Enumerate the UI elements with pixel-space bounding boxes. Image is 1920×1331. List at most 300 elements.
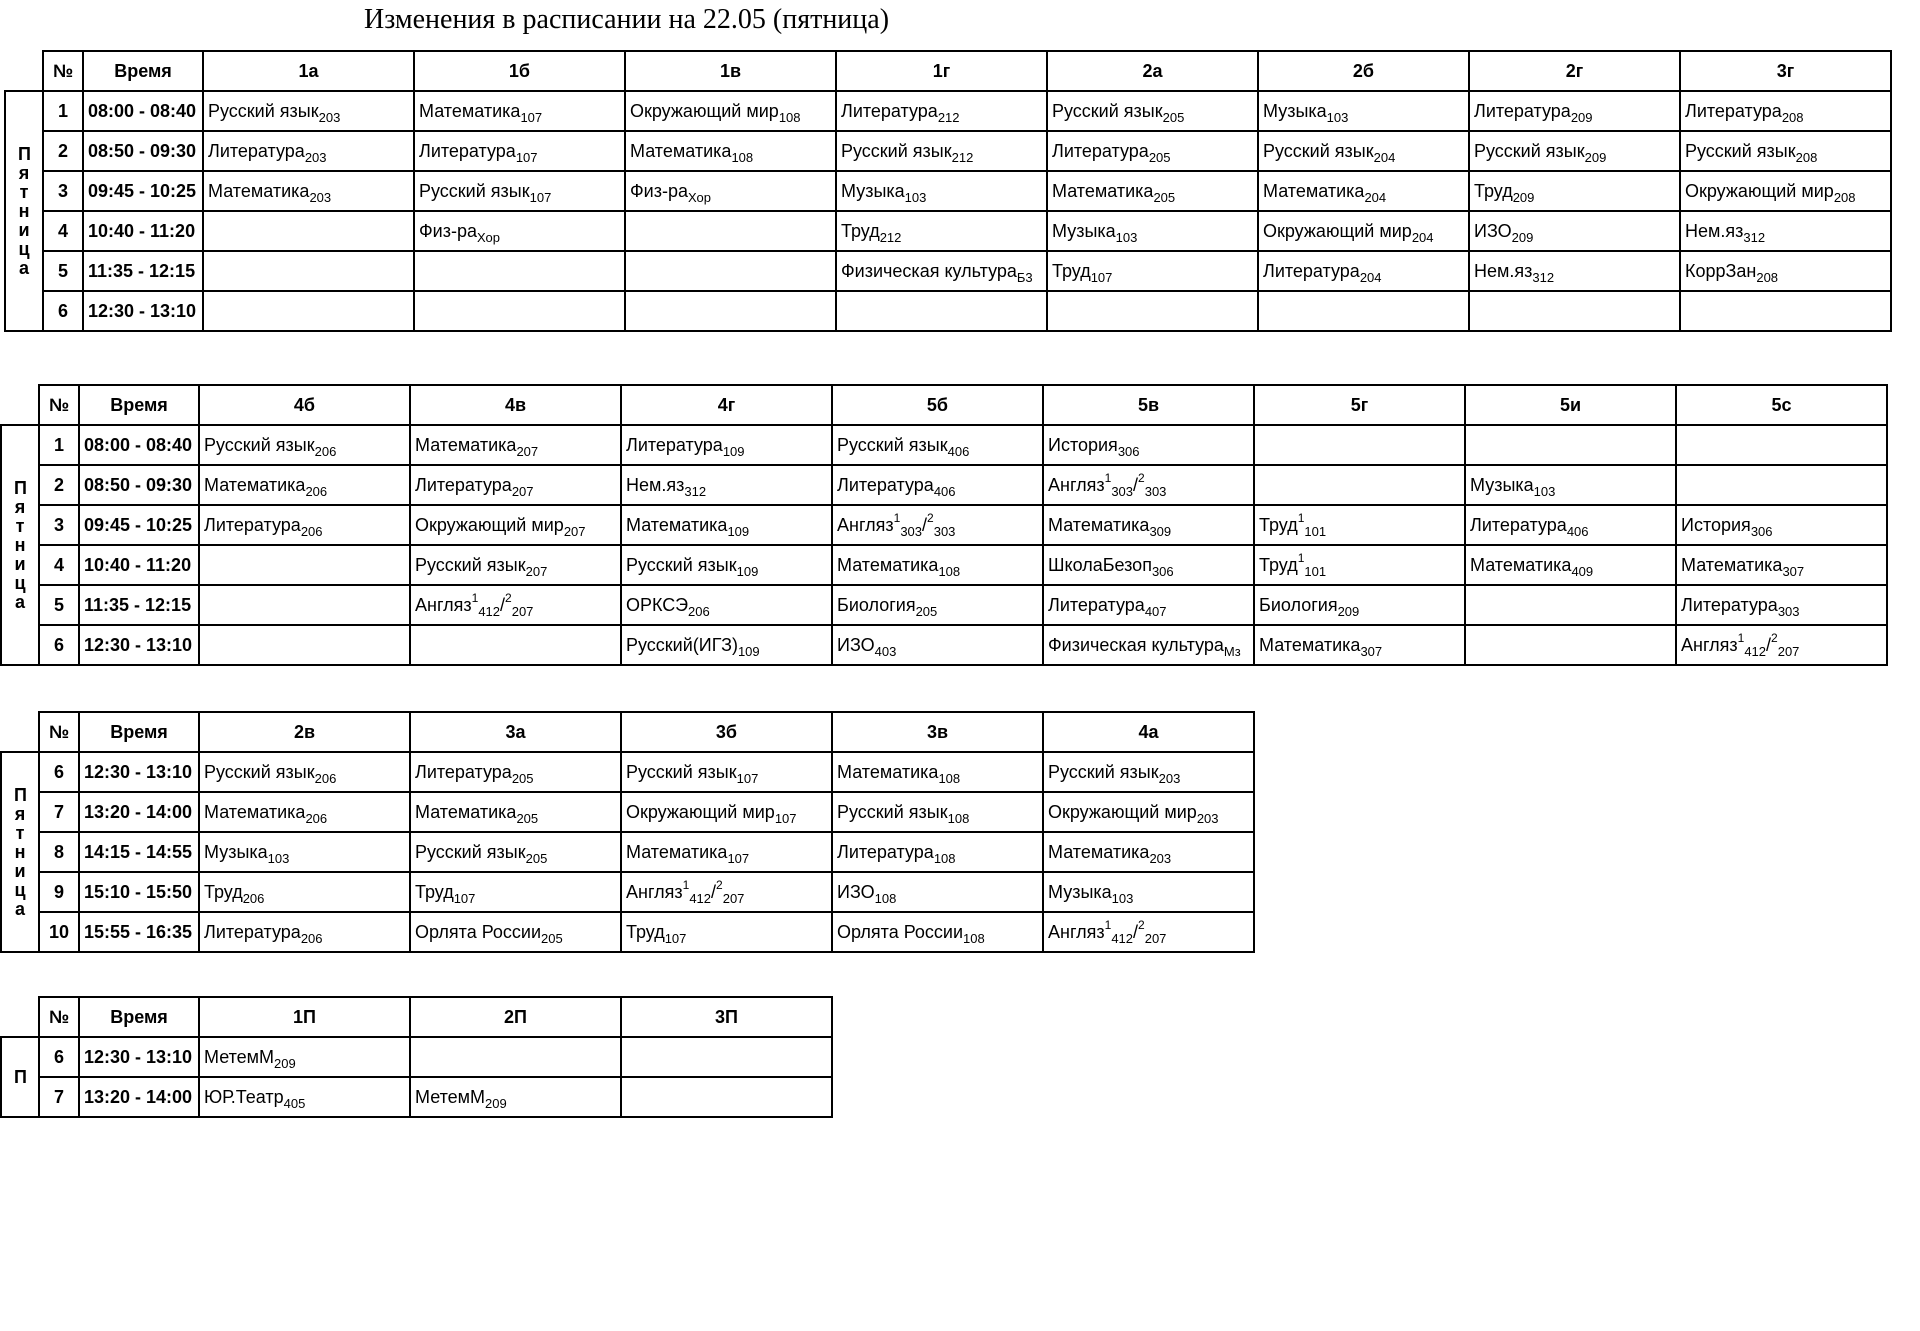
room-number: 103 bbox=[904, 189, 927, 205]
lesson-cell bbox=[203, 251, 414, 291]
lesson-cell bbox=[1680, 291, 1891, 331]
subject-name: Математика bbox=[837, 554, 939, 575]
room-number: 209 bbox=[1570, 109, 1593, 125]
lesson-row bbox=[5, 251, 1891, 291]
subject-name: Литература bbox=[1470, 514, 1567, 535]
room-number: 203 bbox=[309, 189, 332, 205]
lesson-cell bbox=[1258, 91, 1469, 131]
room-number: 406 bbox=[947, 443, 970, 459]
lesson-time: 10:40 - 11:20 bbox=[79, 545, 199, 585]
group-2-marker: 2 bbox=[716, 877, 723, 892]
subject-name: История bbox=[1681, 514, 1751, 535]
room-number-2: 303 bbox=[933, 523, 956, 539]
lesson-cell bbox=[621, 1037, 832, 1077]
subject-name: Труд bbox=[1474, 180, 1513, 201]
subject-name: Русский язык bbox=[626, 761, 737, 782]
subject-name: Окружающий мир bbox=[1263, 220, 1412, 241]
room-number: 204 bbox=[1373, 149, 1396, 165]
lesson-cell bbox=[621, 872, 832, 912]
lesson-cell bbox=[410, 545, 621, 585]
subject-name: Литература bbox=[1052, 140, 1149, 161]
lesson-cell bbox=[1680, 131, 1891, 171]
subject-name: Литература bbox=[415, 761, 512, 782]
class-header: 3б bbox=[621, 712, 832, 752]
lesson-time: 11:35 - 12:15 bbox=[79, 585, 199, 625]
lesson-cell bbox=[625, 291, 836, 331]
lesson-cell bbox=[832, 912, 1043, 952]
lesson-cell bbox=[410, 1037, 621, 1077]
lesson-cell bbox=[1254, 545, 1465, 585]
class-header: 1б bbox=[414, 51, 625, 91]
lesson-cell bbox=[832, 505, 1043, 545]
subject-name: Русский язык bbox=[204, 761, 315, 782]
subject-name: Русский язык bbox=[626, 554, 737, 575]
lesson-time: 08:50 - 09:30 bbox=[83, 131, 203, 171]
lesson-cell bbox=[1254, 425, 1465, 465]
subject-name: Математика bbox=[204, 801, 306, 822]
lesson-time: 13:20 - 14:00 bbox=[79, 1077, 199, 1117]
lesson-number: 6 bbox=[39, 1037, 79, 1077]
lesson-cell bbox=[1676, 625, 1887, 665]
corner-cell bbox=[5, 51, 43, 91]
subject-name: Литература bbox=[1263, 260, 1360, 281]
room-number-2: 207 bbox=[1144, 930, 1167, 946]
room-number: 107 bbox=[727, 850, 750, 866]
room-number: 109 bbox=[736, 563, 759, 579]
lesson-number: 7 bbox=[39, 1077, 79, 1117]
group-separator: / bbox=[500, 594, 506, 615]
group-separator: / bbox=[1133, 921, 1139, 942]
lesson-time: 08:50 - 09:30 bbox=[79, 465, 199, 505]
room-number: 107 bbox=[453, 890, 476, 906]
room-number: 103 bbox=[1115, 229, 1138, 245]
subject-name: Нем.яз bbox=[626, 474, 685, 495]
room-number: 109 bbox=[727, 523, 750, 539]
room-number: 209 bbox=[1337, 603, 1360, 619]
room-number: 204 bbox=[1364, 189, 1387, 205]
lesson-cell bbox=[1043, 545, 1254, 585]
lesson-row bbox=[1, 625, 1887, 665]
lesson-time: 12:30 - 13:10 bbox=[83, 291, 203, 331]
lesson-row bbox=[1, 425, 1887, 465]
header-time: Время bbox=[79, 712, 199, 752]
subject-name: Музыка bbox=[1048, 881, 1112, 902]
room-number: 203 bbox=[304, 149, 327, 165]
subject-name: ИЗО bbox=[1474, 220, 1512, 241]
lesson-number: 9 bbox=[39, 872, 79, 912]
lesson-cell bbox=[1465, 585, 1676, 625]
room-number: 103 bbox=[1111, 890, 1134, 906]
room-number: 206 bbox=[314, 443, 337, 459]
room-number: 209 bbox=[1584, 149, 1607, 165]
lesson-row bbox=[5, 91, 1891, 131]
class-header: 2П bbox=[410, 997, 621, 1037]
subject-name: Орлята России bbox=[415, 921, 542, 942]
lesson-cell bbox=[414, 291, 625, 331]
room-number: 209 bbox=[274, 1055, 296, 1071]
class-header: 1в bbox=[625, 51, 836, 91]
subject-name: Окружающий мир bbox=[1048, 801, 1197, 822]
lesson-number: 4 bbox=[43, 211, 83, 251]
lesson-cell bbox=[1465, 625, 1676, 665]
subject-name: Физ-ра bbox=[630, 180, 689, 201]
lesson-cell bbox=[836, 91, 1047, 131]
lesson-time: 12:30 - 13:10 bbox=[79, 625, 199, 665]
lesson-number: 1 bbox=[39, 425, 79, 465]
room-number: 303 bbox=[1111, 483, 1134, 499]
lesson-cell bbox=[1043, 832, 1254, 872]
corner-cell bbox=[1, 385, 39, 425]
subject-name: Биология bbox=[1259, 594, 1338, 615]
subject-name: Окружающий мир bbox=[415, 514, 564, 535]
room-number: 412 bbox=[1744, 643, 1767, 659]
room-number: 108 bbox=[874, 890, 897, 906]
header-num: № bbox=[43, 51, 83, 91]
room-number: 306 bbox=[1151, 563, 1174, 579]
room-number: 108 bbox=[938, 563, 961, 579]
lesson-cell bbox=[621, 832, 832, 872]
lesson-cell bbox=[410, 792, 621, 832]
class-header: 5б bbox=[832, 385, 1043, 425]
day-label: П bbox=[14, 1066, 27, 1087]
group-1-marker: 1 bbox=[682, 877, 690, 892]
lesson-cell bbox=[621, 545, 832, 585]
room-number: 107 bbox=[529, 189, 552, 205]
room-number: 205 bbox=[1148, 149, 1171, 165]
lesson-cell bbox=[203, 291, 414, 331]
room-number: 207 bbox=[525, 563, 548, 579]
lesson-time: 14:15 - 14:55 bbox=[79, 832, 199, 872]
lesson-cell bbox=[410, 465, 621, 505]
lesson-number: 2 bbox=[39, 465, 79, 505]
subject-name: Русский язык bbox=[841, 140, 952, 161]
lesson-cell bbox=[203, 131, 414, 171]
subject-name: МетемМ bbox=[204, 1046, 275, 1067]
room-number: 206 bbox=[305, 810, 328, 826]
group-separator: / bbox=[711, 881, 717, 902]
room-number: 103 bbox=[1533, 483, 1556, 499]
lesson-cell bbox=[1258, 291, 1469, 331]
subject-name: Русский язык bbox=[415, 554, 526, 575]
room-number: 212 bbox=[879, 229, 902, 245]
day-cell bbox=[1, 1037, 39, 1117]
lesson-row bbox=[1, 752, 1254, 792]
lesson-cell bbox=[203, 91, 414, 131]
lesson-row bbox=[1, 1037, 832, 1077]
lesson-cell bbox=[1469, 291, 1680, 331]
lesson-cell bbox=[414, 171, 625, 211]
room-number: 107 bbox=[774, 810, 797, 826]
subject-name: Русский язык bbox=[208, 100, 319, 121]
room-number: 205 bbox=[541, 930, 563, 946]
lesson-cell bbox=[410, 752, 621, 792]
lesson-cell bbox=[625, 211, 836, 251]
group-1-marker: 1 bbox=[1104, 470, 1112, 485]
subject-name: Англяз bbox=[415, 594, 472, 615]
subject-name: Литература bbox=[208, 140, 305, 161]
subject-name: Литература bbox=[415, 474, 512, 495]
header-row bbox=[1, 997, 832, 1037]
lesson-cell bbox=[836, 211, 1047, 251]
lesson-cell bbox=[832, 792, 1043, 832]
subject-name: Математика bbox=[415, 801, 517, 822]
lesson-row bbox=[1, 585, 1887, 625]
lesson-cell bbox=[1043, 872, 1254, 912]
lesson-cell bbox=[1047, 251, 1258, 291]
class-header: 1г bbox=[836, 51, 1047, 91]
subject-name: Математика bbox=[1048, 514, 1150, 535]
lesson-number: 5 bbox=[39, 585, 79, 625]
room-number: 109 bbox=[722, 443, 745, 459]
lesson-cell bbox=[1254, 585, 1465, 625]
lesson-cell bbox=[199, 465, 410, 505]
subject-name: Музыка bbox=[841, 180, 905, 201]
lesson-cell bbox=[1043, 752, 1254, 792]
lesson-row bbox=[1, 912, 1254, 952]
room-number: 205 bbox=[511, 770, 534, 786]
lesson-cell bbox=[1676, 545, 1887, 585]
lesson-row bbox=[1, 505, 1887, 545]
lesson-cell bbox=[1258, 171, 1469, 211]
class-header: 1а bbox=[203, 51, 414, 91]
header-num: № bbox=[39, 385, 79, 425]
subject-name: Труд bbox=[626, 921, 665, 942]
room-number: 108 bbox=[933, 850, 956, 866]
room-number: 306 bbox=[1750, 523, 1773, 539]
subject-name: Математика bbox=[208, 180, 310, 201]
lesson-row bbox=[1, 465, 1887, 505]
subject-name: Математика bbox=[1470, 554, 1572, 575]
room-number: 107 bbox=[515, 149, 538, 165]
lesson-time: 12:30 - 13:10 bbox=[79, 752, 199, 792]
lesson-cell bbox=[1047, 291, 1258, 331]
subject-name: Литература bbox=[1474, 100, 1571, 121]
room-number: 409 bbox=[1571, 563, 1594, 579]
group-1-marker: 1 bbox=[893, 510, 901, 525]
day-label: Пятница bbox=[14, 784, 27, 919]
lesson-cell bbox=[414, 211, 625, 251]
class-header: 3а bbox=[410, 712, 621, 752]
lesson-number: 3 bbox=[43, 171, 83, 211]
room-number-2: 207 bbox=[511, 603, 534, 619]
subject-name: Русский язык bbox=[837, 434, 948, 455]
lesson-cell bbox=[1680, 91, 1891, 131]
header-time: Время bbox=[79, 385, 199, 425]
lesson-cell bbox=[203, 171, 414, 211]
lesson-cell bbox=[199, 545, 410, 585]
subject-name: Физическая культура bbox=[1048, 634, 1224, 655]
room-number: Б3 bbox=[1016, 269, 1033, 285]
subject-name: Литература bbox=[1681, 594, 1778, 615]
lesson-number: 6 bbox=[39, 625, 79, 665]
subject-name: Нем.яз bbox=[1685, 220, 1744, 241]
lesson-cell bbox=[621, 752, 832, 792]
lesson-number: 8 bbox=[39, 832, 79, 872]
room-number: 204 bbox=[1411, 229, 1434, 245]
subject-name: Русский язык bbox=[1048, 761, 1159, 782]
lesson-time: 12:30 - 13:10 bbox=[79, 1037, 199, 1077]
lesson-time: 09:45 - 10:25 bbox=[79, 505, 199, 545]
header-time: Время bbox=[83, 51, 203, 91]
subject-name: Окружающий мир bbox=[626, 801, 775, 822]
subject-name: Литература bbox=[1685, 100, 1782, 121]
class-header: 5г bbox=[1254, 385, 1465, 425]
lesson-time: 08:00 - 08:40 bbox=[79, 425, 199, 465]
lesson-cell bbox=[199, 625, 410, 665]
header-row bbox=[5, 51, 1891, 91]
class-header: 4в bbox=[410, 385, 621, 425]
group-1-marker: 1 bbox=[1297, 550, 1305, 565]
lesson-time: 08:00 - 08:40 bbox=[83, 91, 203, 131]
subject-name: ЮР.Театр bbox=[204, 1086, 284, 1107]
day-cell bbox=[1, 752, 39, 952]
header-row bbox=[1, 712, 1254, 752]
subject-name: Литература bbox=[837, 474, 934, 495]
subject-name: Математика bbox=[204, 474, 306, 495]
lesson-cell bbox=[625, 91, 836, 131]
room-number: 206 bbox=[300, 930, 323, 946]
lesson-cell bbox=[414, 251, 625, 291]
lesson-cell bbox=[836, 171, 1047, 211]
subject-name: Математика bbox=[1681, 554, 1783, 575]
subject-name: Русский язык bbox=[1052, 100, 1163, 121]
room-number: 207 bbox=[516, 443, 539, 459]
lesson-time: 11:35 - 12:15 bbox=[83, 251, 203, 291]
subject-name: МетемМ bbox=[415, 1086, 486, 1107]
room-number: 307 bbox=[1782, 563, 1805, 579]
lesson-cell bbox=[832, 545, 1043, 585]
lesson-cell bbox=[1676, 505, 1887, 545]
lesson-number: 6 bbox=[39, 752, 79, 792]
subject-name: Труд bbox=[204, 881, 243, 902]
subject-name: Русский язык bbox=[1685, 140, 1796, 161]
class-header: 1П bbox=[199, 997, 410, 1037]
lesson-cell bbox=[832, 625, 1043, 665]
lesson-cell bbox=[1258, 131, 1469, 171]
subject-name: Математика bbox=[1052, 180, 1154, 201]
room-number: 406 bbox=[933, 483, 956, 499]
subject-name: Русский язык bbox=[1263, 140, 1374, 161]
subject-name: Окружающий мир bbox=[1685, 180, 1834, 201]
lesson-time: 15:10 - 15:50 bbox=[79, 872, 199, 912]
day-label: Пятница bbox=[18, 143, 31, 278]
lesson-cell bbox=[621, 505, 832, 545]
room-number: 208 bbox=[1781, 109, 1804, 125]
lesson-cell bbox=[199, 912, 410, 952]
lesson-cell bbox=[832, 465, 1043, 505]
class-header: 4б bbox=[199, 385, 410, 425]
lesson-row bbox=[1, 545, 1887, 585]
room-number: 312 bbox=[684, 483, 707, 499]
lesson-cell bbox=[621, 465, 832, 505]
room-number: 203 bbox=[1149, 850, 1172, 866]
subject-name: Труд bbox=[1052, 260, 1091, 281]
lesson-cell bbox=[1254, 625, 1465, 665]
room-number: 406 bbox=[1566, 523, 1589, 539]
group-1-marker: 1 bbox=[1297, 510, 1305, 525]
subject-name: Математика bbox=[419, 100, 521, 121]
lesson-row bbox=[5, 291, 1891, 331]
lesson-cell bbox=[625, 251, 836, 291]
lesson-cell bbox=[621, 912, 832, 952]
room-number: 107 bbox=[1090, 269, 1113, 285]
class-header: 5и bbox=[1465, 385, 1676, 425]
room-number: 303 bbox=[1777, 603, 1800, 619]
lesson-row bbox=[5, 131, 1891, 171]
lesson-cell bbox=[1043, 425, 1254, 465]
lesson-row bbox=[1, 792, 1254, 832]
subject-name: Математика bbox=[630, 140, 732, 161]
subject-name: Англяз bbox=[1048, 474, 1105, 495]
room-number: 307 bbox=[1360, 643, 1383, 659]
room-number: Хор bbox=[477, 229, 501, 245]
subject-name: Литература bbox=[419, 140, 516, 161]
lesson-number: 7 bbox=[39, 792, 79, 832]
room-number: 108 bbox=[778, 109, 801, 125]
lesson-cell bbox=[832, 872, 1043, 912]
room-number: 109 bbox=[737, 643, 760, 659]
room-number: 204 bbox=[1359, 269, 1382, 285]
subject-name: Труд bbox=[415, 881, 454, 902]
room-number: Хор bbox=[688, 189, 712, 205]
subject-name: Литература bbox=[204, 514, 301, 535]
lesson-cell bbox=[1047, 131, 1258, 171]
schedule-table-1 bbox=[4, 50, 1892, 332]
lesson-cell bbox=[1469, 131, 1680, 171]
room-number: 207 bbox=[511, 483, 534, 499]
group-separator: / bbox=[1133, 474, 1139, 495]
lesson-cell bbox=[199, 872, 410, 912]
subject-name: Математика bbox=[837, 761, 939, 782]
room-number: 208 bbox=[1756, 269, 1779, 285]
lesson-cell bbox=[832, 585, 1043, 625]
lesson-cell bbox=[199, 1077, 410, 1117]
schedule-table-2 bbox=[0, 384, 1888, 666]
lesson-cell bbox=[1043, 465, 1254, 505]
room-number: 108 bbox=[947, 810, 970, 826]
room-number: 108 bbox=[938, 770, 961, 786]
subject-name: Русский язык bbox=[204, 434, 315, 455]
lesson-time: 15:55 - 16:35 bbox=[79, 912, 199, 952]
group-1-marker: 1 bbox=[1104, 917, 1112, 932]
group-separator: / bbox=[1766, 634, 1772, 655]
room-number: 205 bbox=[1162, 109, 1185, 125]
class-header: 2г bbox=[1469, 51, 1680, 91]
subject-name: Русский(ИГЗ) bbox=[626, 634, 738, 655]
room-number: 206 bbox=[242, 890, 265, 906]
subject-name: Нем.яз bbox=[1474, 260, 1533, 281]
subject-name: История bbox=[1048, 434, 1118, 455]
lesson-row bbox=[1, 832, 1254, 872]
lesson-cell bbox=[621, 625, 832, 665]
lesson-number: 2 bbox=[43, 131, 83, 171]
lesson-number: 4 bbox=[39, 545, 79, 585]
lesson-cell bbox=[199, 505, 410, 545]
room-number: 203 bbox=[1158, 770, 1181, 786]
group-2-marker: 2 bbox=[505, 590, 512, 605]
lesson-cell bbox=[832, 752, 1043, 792]
lesson-cell bbox=[836, 251, 1047, 291]
lesson-number: 1 bbox=[43, 91, 83, 131]
room-number: 108 bbox=[963, 930, 985, 946]
lesson-cell bbox=[832, 425, 1043, 465]
room-number-2: 207 bbox=[722, 890, 745, 906]
header-time: Время bbox=[79, 997, 199, 1037]
subject-name: Математика bbox=[1259, 634, 1361, 655]
corner-cell bbox=[1, 997, 39, 1037]
lesson-cell bbox=[621, 1077, 832, 1117]
room-number: 203 bbox=[318, 109, 341, 125]
